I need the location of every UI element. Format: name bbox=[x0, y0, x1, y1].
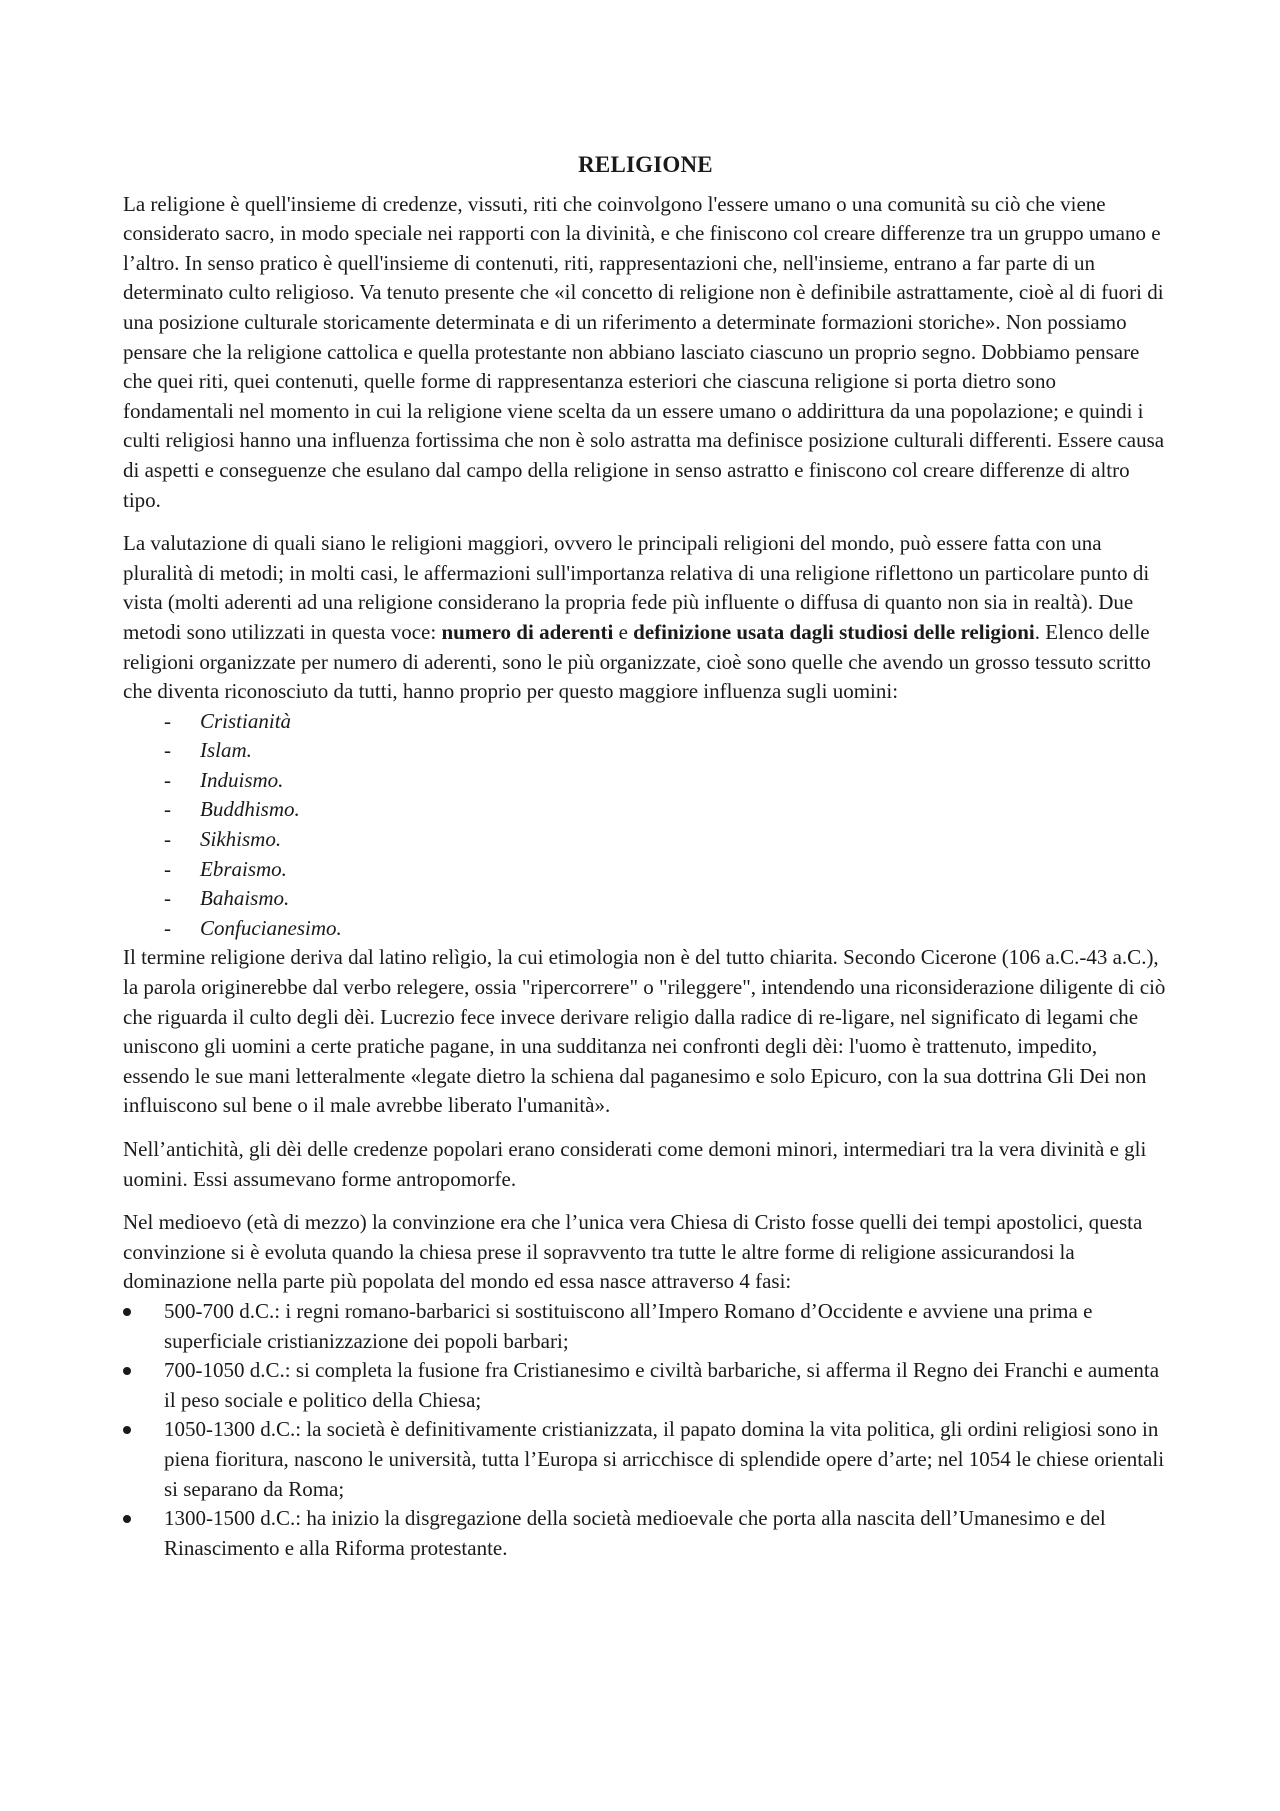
paragraph-intro: La religione è quell'insieme di credenze, vissuti, riti che coinvolgono l'essere umano o una comunità su ciò che viene considerato sacro, in modo speciale nei rapporti con la divinità, e che finiscono col creare differenze tra un gruppo umano e l’altro. In senso pratico è quell'insieme di contenuti, riti, rappresentazioni che, nell'insieme, entrano a far parte di un determinato culto religioso. Va tenuto presente che «il concetto di religione non è definibile astrattamente, cioè al di fuori di una posizione culturale storicamente determinata e di un riferimento a determinate formazioni storiche». Non possiamo pensare che la religione cattolica e quella protestante non abbiano lasciato ciascuno un proprio segno. Dobbiamo pensare che quei riti, quei contenuti, quelle forme di rappresentanza esteriori che ciascuna religione si porta dietro sono fondamentali nel momento in cui la religione viene scelta da un essere umano o addirittura da una popolazione; e quindi i culti religiosi hanno una influenza fortissima che non è solo astratta ma definisce posizione culturali differenti. Essere causa di aspetti e conseguenze che esulano dal campo della religione in senso astratto e finiscono col creare differenze di altro tipo. bbox=[123, 191, 1165, 512]
dash-marker: - bbox=[164, 708, 171, 733]
list-item bbox=[123, 795, 1168, 825]
phases-list bbox=[123, 1297, 1168, 1563]
paragraph-text: e bbox=[613, 619, 634, 644]
list-item bbox=[123, 914, 1168, 944]
dash-marker: - bbox=[164, 767, 171, 792]
list-item bbox=[123, 884, 1168, 914]
religion-name: Confucianesimo. bbox=[200, 915, 342, 940]
list-item bbox=[123, 1504, 1168, 1563]
dash-marker: - bbox=[164, 797, 171, 822]
bullet-icon bbox=[123, 1308, 131, 1316]
list-item bbox=[123, 825, 1168, 855]
bold-term-definition: definizione usata dagli studiosi delle religioni bbox=[633, 619, 1035, 644]
religion-name: Bahaismo. bbox=[200, 886, 290, 911]
document-page bbox=[123, 150, 1168, 1563]
religion-name: Cristianità bbox=[200, 708, 292, 733]
list-item bbox=[123, 707, 1168, 737]
paragraph-major-religions bbox=[123, 529, 1168, 707]
paragraph-text: La valutazione di quali siano le religioni maggiori, ovvero le principali religioni del mondo, può essere fatta con una pluralità di metodi; in molti casi, le affermazioni sull'importanza relativa di una religione riflettono un particolare punto di vista (molti aderenti ad una religione considerano la propria fede più influente o diffusa di quanto non sia in realtà). Due metodi sono utilizzati in questa voce: bbox=[123, 531, 1150, 644]
dash-marker: - bbox=[164, 827, 171, 852]
list-item bbox=[123, 1415, 1168, 1504]
religion-name: Induismo. bbox=[200, 767, 284, 792]
document-title: RELIGIONE bbox=[578, 152, 713, 177]
religion-name: Buddhismo. bbox=[200, 797, 300, 822]
bullet-icon bbox=[123, 1367, 131, 1375]
list-item bbox=[123, 1356, 1168, 1415]
religion-name: Ebraismo. bbox=[200, 856, 287, 881]
bold-term-adherents: numero di aderenti bbox=[441, 619, 614, 644]
list-item bbox=[123, 736, 1168, 766]
dash-marker: - bbox=[164, 738, 171, 763]
religions-list bbox=[123, 707, 1168, 944]
paragraph-antiquity: Nell’antichità, gli dèi delle credenze popolari erano considerati come demoni minori, intermediari tra la vera divinità e gli uomini. Essi assumevano forme antropomorfe. bbox=[123, 1137, 1147, 1191]
paragraph-text: . Elenco delle religioni organizzate per numero di aderenti, sono le più organizzate, cioè sono quelle che avendo un grosso tessuto scritto che diventa riconosciuto da tutti, hanno proprio per questo maggiore influenza sugli uomini: bbox=[123, 619, 1151, 704]
dash-marker: - bbox=[164, 886, 171, 911]
list-item bbox=[123, 1297, 1168, 1356]
paragraph-etymology: Il termine religione deriva dal latino relìgio, la cui etimologia non è del tutto chiarita. Secondo Cicerone (106 a.C.-43 a.C.), la parola originerebbe dal verbo relegere, ossia "ripercorrere" o "rileggere", intendendo una riconsiderazione diligente di ciò che riguarda il culto degli dèi. Lucrezio fece invece derivare religio dalla radice di re-ligare, nel significato di legami che uniscono gli uomini a certe pratiche pagane, in una sudditanza nei confronti degli dèi: l'uomo è trattenuto, impedito, essendo le sue mani letteralmente «legate dietro la schiena dal paganesimo e solo Epicuro, con la sua dottrina Gli Dei non influiscono sul bene o il male avrebbe liberato l'umanità». bbox=[123, 945, 1166, 1118]
bullet-icon bbox=[123, 1515, 131, 1523]
phase-text: 500-700 d.C.: i regni romano-barbarici si sostituiscono all’Impero Romano d’Occidente e avviene una prima e superficiale cristianizzazione dei popoli barbari; bbox=[164, 1298, 1093, 1353]
phase-text: 700-1050 d.C.: si completa la fusione fra Cristianesimo e civiltà barbariche, si afferma il Regno dei Franchi e aumenta il peso sociale e politico della Chiesa; bbox=[164, 1358, 1160, 1412]
phase-text: 1300-1500 d.C.: ha inizio la disgregazione della società medioevale che porta alla nascita dell’Umanesimo e del Rinascimento e alla Riforma protestante. bbox=[164, 1506, 1106, 1560]
dash-marker: - bbox=[164, 915, 171, 940]
dash-marker: - bbox=[164, 856, 171, 881]
religion-name: Sikhismo. bbox=[200, 827, 282, 852]
religion-name: Islam. bbox=[200, 738, 252, 763]
bullet-icon bbox=[123, 1426, 131, 1434]
list-item bbox=[123, 766, 1168, 796]
paragraph-middle-ages: Nel medioevo (età di mezzo) la convinzione era che l’unica vera Chiesa di Cristo fosse quelli dei tempi apostolici, questa convinzione si è evoluta quando la chiesa prese il sopravvento tra tutte le altre forme di religione assicurandosi la dominazione nella parte più popolata del mondo ed essa nasce attraverso 4 fasi: bbox=[123, 1210, 1143, 1294]
phase-text: 1050-1300 d.C.: la società è definitivamente cristianizzata, il papato domina la vita politica, gli ordini religiosi sono in piena fioritura, nascono le università, tutta l’Europa si arricchisce di splendide opere d’arte; nel 1054 le chiese orientali si separano da Roma; bbox=[164, 1417, 1165, 1501]
list-item bbox=[123, 855, 1168, 885]
